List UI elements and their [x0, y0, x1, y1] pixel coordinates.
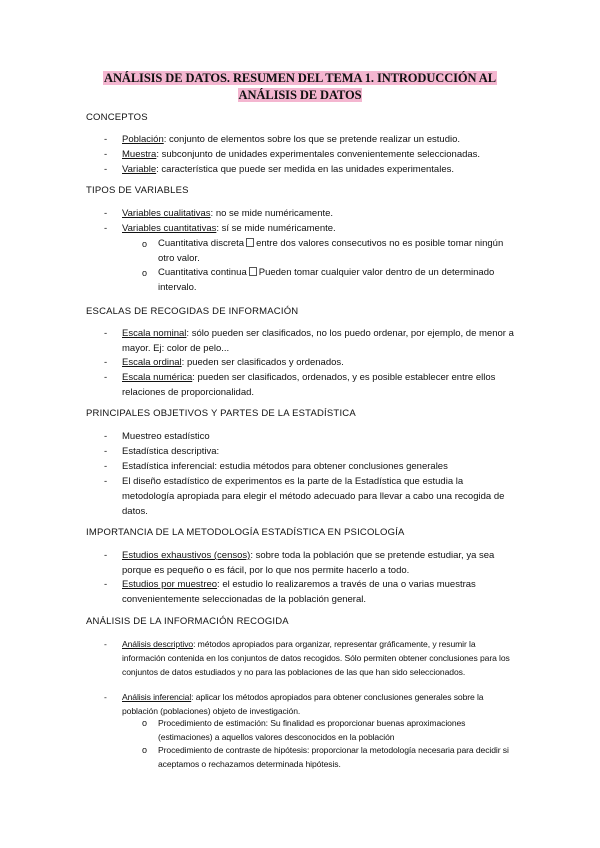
list-item: - Estudios exhaustivos (censos): sobre toda la población que se pretende estudiar, ya sea porque es pequeño o es fácil, por lo que nos permite hacerlo a todo. [104, 550, 495, 576]
section-heading-escalas: ESCALAS DE RECOGIDAS DE INFORMACIÓN [86, 306, 299, 317]
list-item: - Análisis descriptivo: métodos apropiados para organizar, representar gráficamente, y resumir la información contenida en los conjuntos de datos recogidos. Sólo permiten obtener conclusiones para los conjuntos de datos estudiados y no para las poblaciones de las que han sido seleccionados. [104, 639, 510, 678]
title-line-1: ANÁLISIS DE DATOS. RESUMEN DEL TEMA 1. INTRODUCCIÓN AL [104, 71, 496, 85]
list-item: - Muestreo estadístico [104, 431, 210, 442]
title-line-2: ANÁLISIS DE DATOS [238, 88, 362, 102]
section-heading-objetivos: PRINCIPALES OBJETIVOS Y PARTES DE LA ESTADÍSTICA [86, 408, 356, 419]
section-heading-conceptos: CONCEPTOS [86, 112, 148, 123]
list-item: - Muestra: subconjunto de unidades experimentales convenientemente seleccionadas. [104, 149, 481, 160]
missing-glyph-box [246, 238, 254, 247]
list-item: - Estudios por muestreo: el estudio lo realizaremos a través de una o varias muestras convenientemente seleccionadas de la población general. [104, 579, 476, 605]
document-title [90, 70, 510, 104]
list-item: - Estadística inferencial: estudia métodos para obtener conclusiones generales [104, 461, 448, 472]
section-heading-importancia: IMPORTANCIA DE LA METODOLOGÍA ESTADÍSTICA EN PSICOLOGÍA [86, 527, 405, 538]
sub-list-item: o Cuantitativa continua Pueden tomar cualquier valor dentro de un determinado intervalo. [142, 267, 495, 293]
sub-list-item: o Procedimiento de estimación: Su finalidad es proporcionar buenas aproximaciones (estimaciones) a aquellos valores desconocidos en la población [142, 718, 466, 743]
list-item: - Escala ordinal: pueden ser clasificados y ordenados. [104, 357, 344, 368]
list-item: - Variables cualitativas: no se mide numéricamente. [104, 208, 334, 219]
list-item: - Variable: característica que puede ser medida en las unidades experimentales. [104, 164, 454, 175]
list-item: - Variables cuantitativas: sí se mide numéricamente. [104, 223, 336, 234]
list-item: - Análisis inferencial: aplicar los métodos apropiados para obtener conclusiones generales sobre la población (poblaciones) objeto de investigación. [104, 692, 484, 717]
section-heading-analisis: ANÁLISIS DE LA INFORMACIÓN RECOGIDA [86, 616, 289, 627]
list-item: - Estadística descriptiva: [104, 446, 220, 457]
missing-glyph-box [249, 267, 257, 276]
sub-list-item: o Procedimiento de contraste de hipótesis: proporcionar la metodología necesaria para decidir si aceptamos o rechazamos determinada hipótesis. [142, 745, 509, 770]
list-item: - Escala nominal: sólo pueden ser clasificados, no los puedo ordenar, por ejemplo, de menor a mayor. Ej: color de pelo... [104, 328, 514, 354]
section-heading-tipos: TIPOS DE VARIABLES [86, 185, 189, 196]
list-item: - Población: conjunto de elementos sobre los que se pretende realizar un estudio. [104, 134, 461, 145]
list-item: - Escala numérica: pueden ser clasificados, ordenados, y es posible establecer entre ellos relaciones de proporcionalidad. [104, 372, 496, 398]
sub-list-item: o Cuantitativa discreta entre dos valores consecutivos no es posible tomar ningún otro valor. [142, 238, 504, 264]
list-item: - El diseño estadístico de experimentos es la parte de la Estadística que estudia la metodología apropiada para elegir el método adecuado para llevar a cabo una recogida de datos. [104, 476, 505, 517]
